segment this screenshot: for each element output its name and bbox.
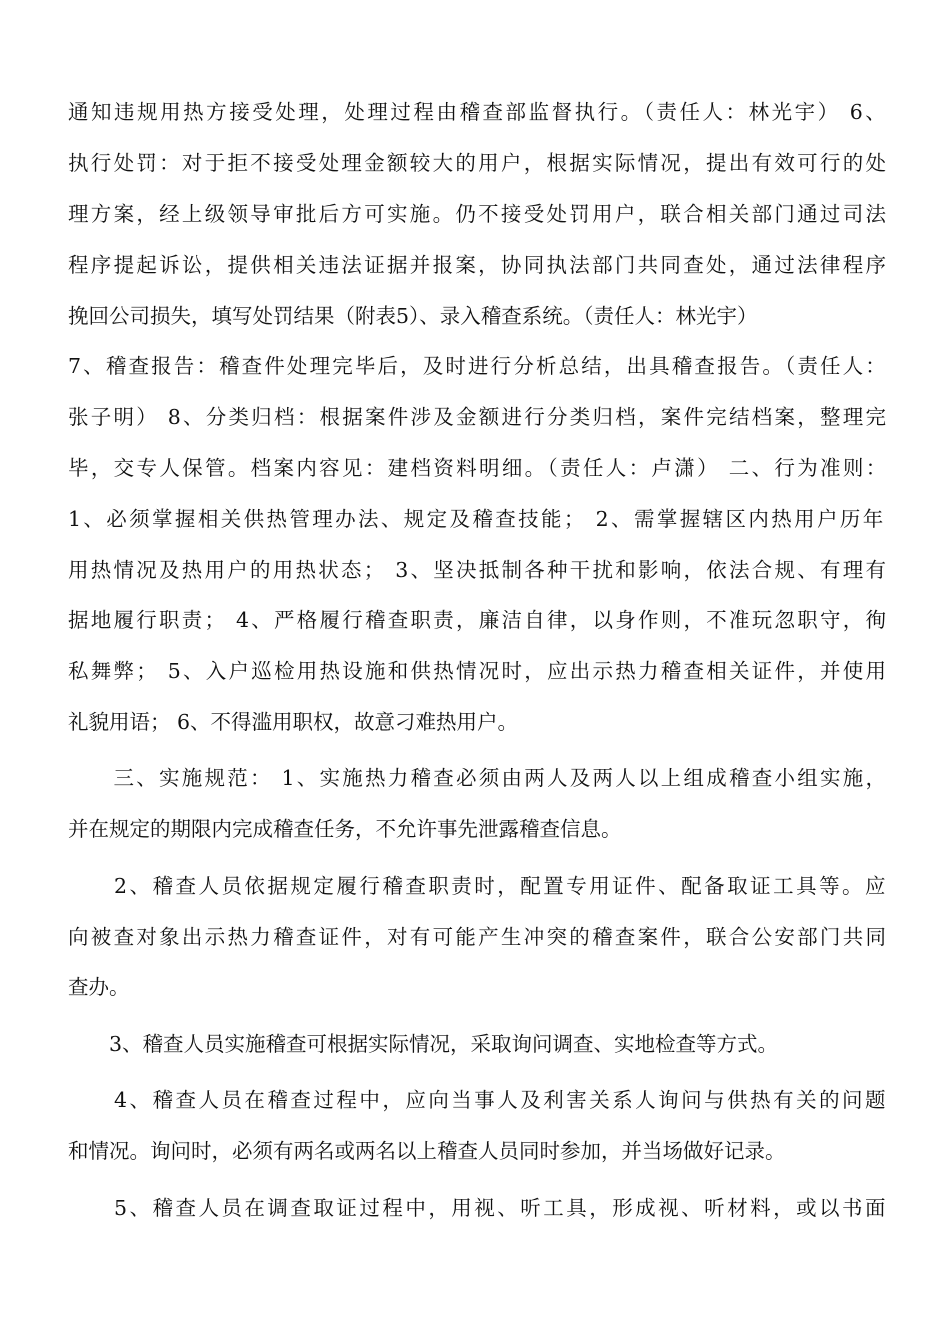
text-line: 5、稽查人员在调查取证过程中，用视、听工具，形成视、听材料，或以书面: [68, 1196, 889, 1220]
text-line: 执行处罚：对于拒不接受处理金额较大的用户，根据实际情况，提出有效可行的处: [68, 151, 889, 175]
text-line: 3、稽查人员实施稽查可根据实际情况，采取询问调查、实地检查等方式。: [68, 1032, 779, 1056]
text-line: 向被查对象出示热力稽查证件，对有可能产生冲突的稽查案件，联合公安部门共同: [68, 925, 889, 949]
text-line: 用热情况及热用户的用热状态； 3、坚决抵制各种干扰和影响，依法合规、有理有: [68, 558, 889, 582]
text-line: 理方案，经上级领导审批后方可实施。仍不接受处罚用户，联合相关部门通过司法: [68, 202, 889, 226]
text-line: 三、实施规范： 1、实施热力稽查必须由两人及两人以上组成稽查小组实施，: [68, 766, 889, 790]
text-line: 查办。: [68, 975, 130, 999]
text-line: 通知违规用热方接受处理，处理过程由稽查部监督执行。（责任人：林光宇） 6、: [68, 100, 889, 124]
text-line: 程序提起诉讼，提供相关违法证据并报案，协同执法部门共同查处，通过法律程序: [68, 253, 889, 277]
text-line: 礼貌用语； 6、不得滥用职权，故意刁难热用户。: [68, 710, 519, 734]
text-line: 1、必须掌握相关供热管理办法、规定及稽查技能； 2、需掌握辖区内热用户历年: [68, 507, 886, 531]
text-line: 据地履行职责； 4、严格履行稽查职责，廉洁自律，以身作则，不准玩忽职守，徇: [68, 608, 889, 632]
text-line: 私舞弊； 5、入户巡检用热设施和供热情况时，应出示热力稽查相关证件，并使用: [68, 659, 889, 683]
text-line: 并在规定的期限内完成稽查任务，不允许事先泄露稽查信息。: [68, 817, 622, 841]
text-line: 和情况。询问时，必须有两名或两名以上稽查人员同时参加，并当场做好记录。: [68, 1139, 786, 1163]
text-line: 毕，交专人保管。档案内容见：建档资料明细。（责任人：卢潇） 二、行为准则：: [68, 456, 889, 480]
text-line: 挽回公司损失，填写处罚结果（附表5）、录入稽查系统。（责任人：林光宇）: [68, 304, 758, 328]
text-line: 张子明） 8、分类归档：根据案件涉及金额进行分类归档，案件完结档案，整理完: [68, 405, 889, 429]
text-line: 2、稽查人员依据规定履行稽查职责时，配置专用证件、配备取证工具等。应: [68, 874, 889, 898]
text-line: 4、稽查人员在稽查过程中，应向当事人及利害关系人询问与供热有关的问题: [68, 1088, 889, 1112]
text-line: 7、稽查报告：稽查件处理完毕后，及时进行分析总结，出具稽查报告。（责任人：: [68, 354, 888, 378]
